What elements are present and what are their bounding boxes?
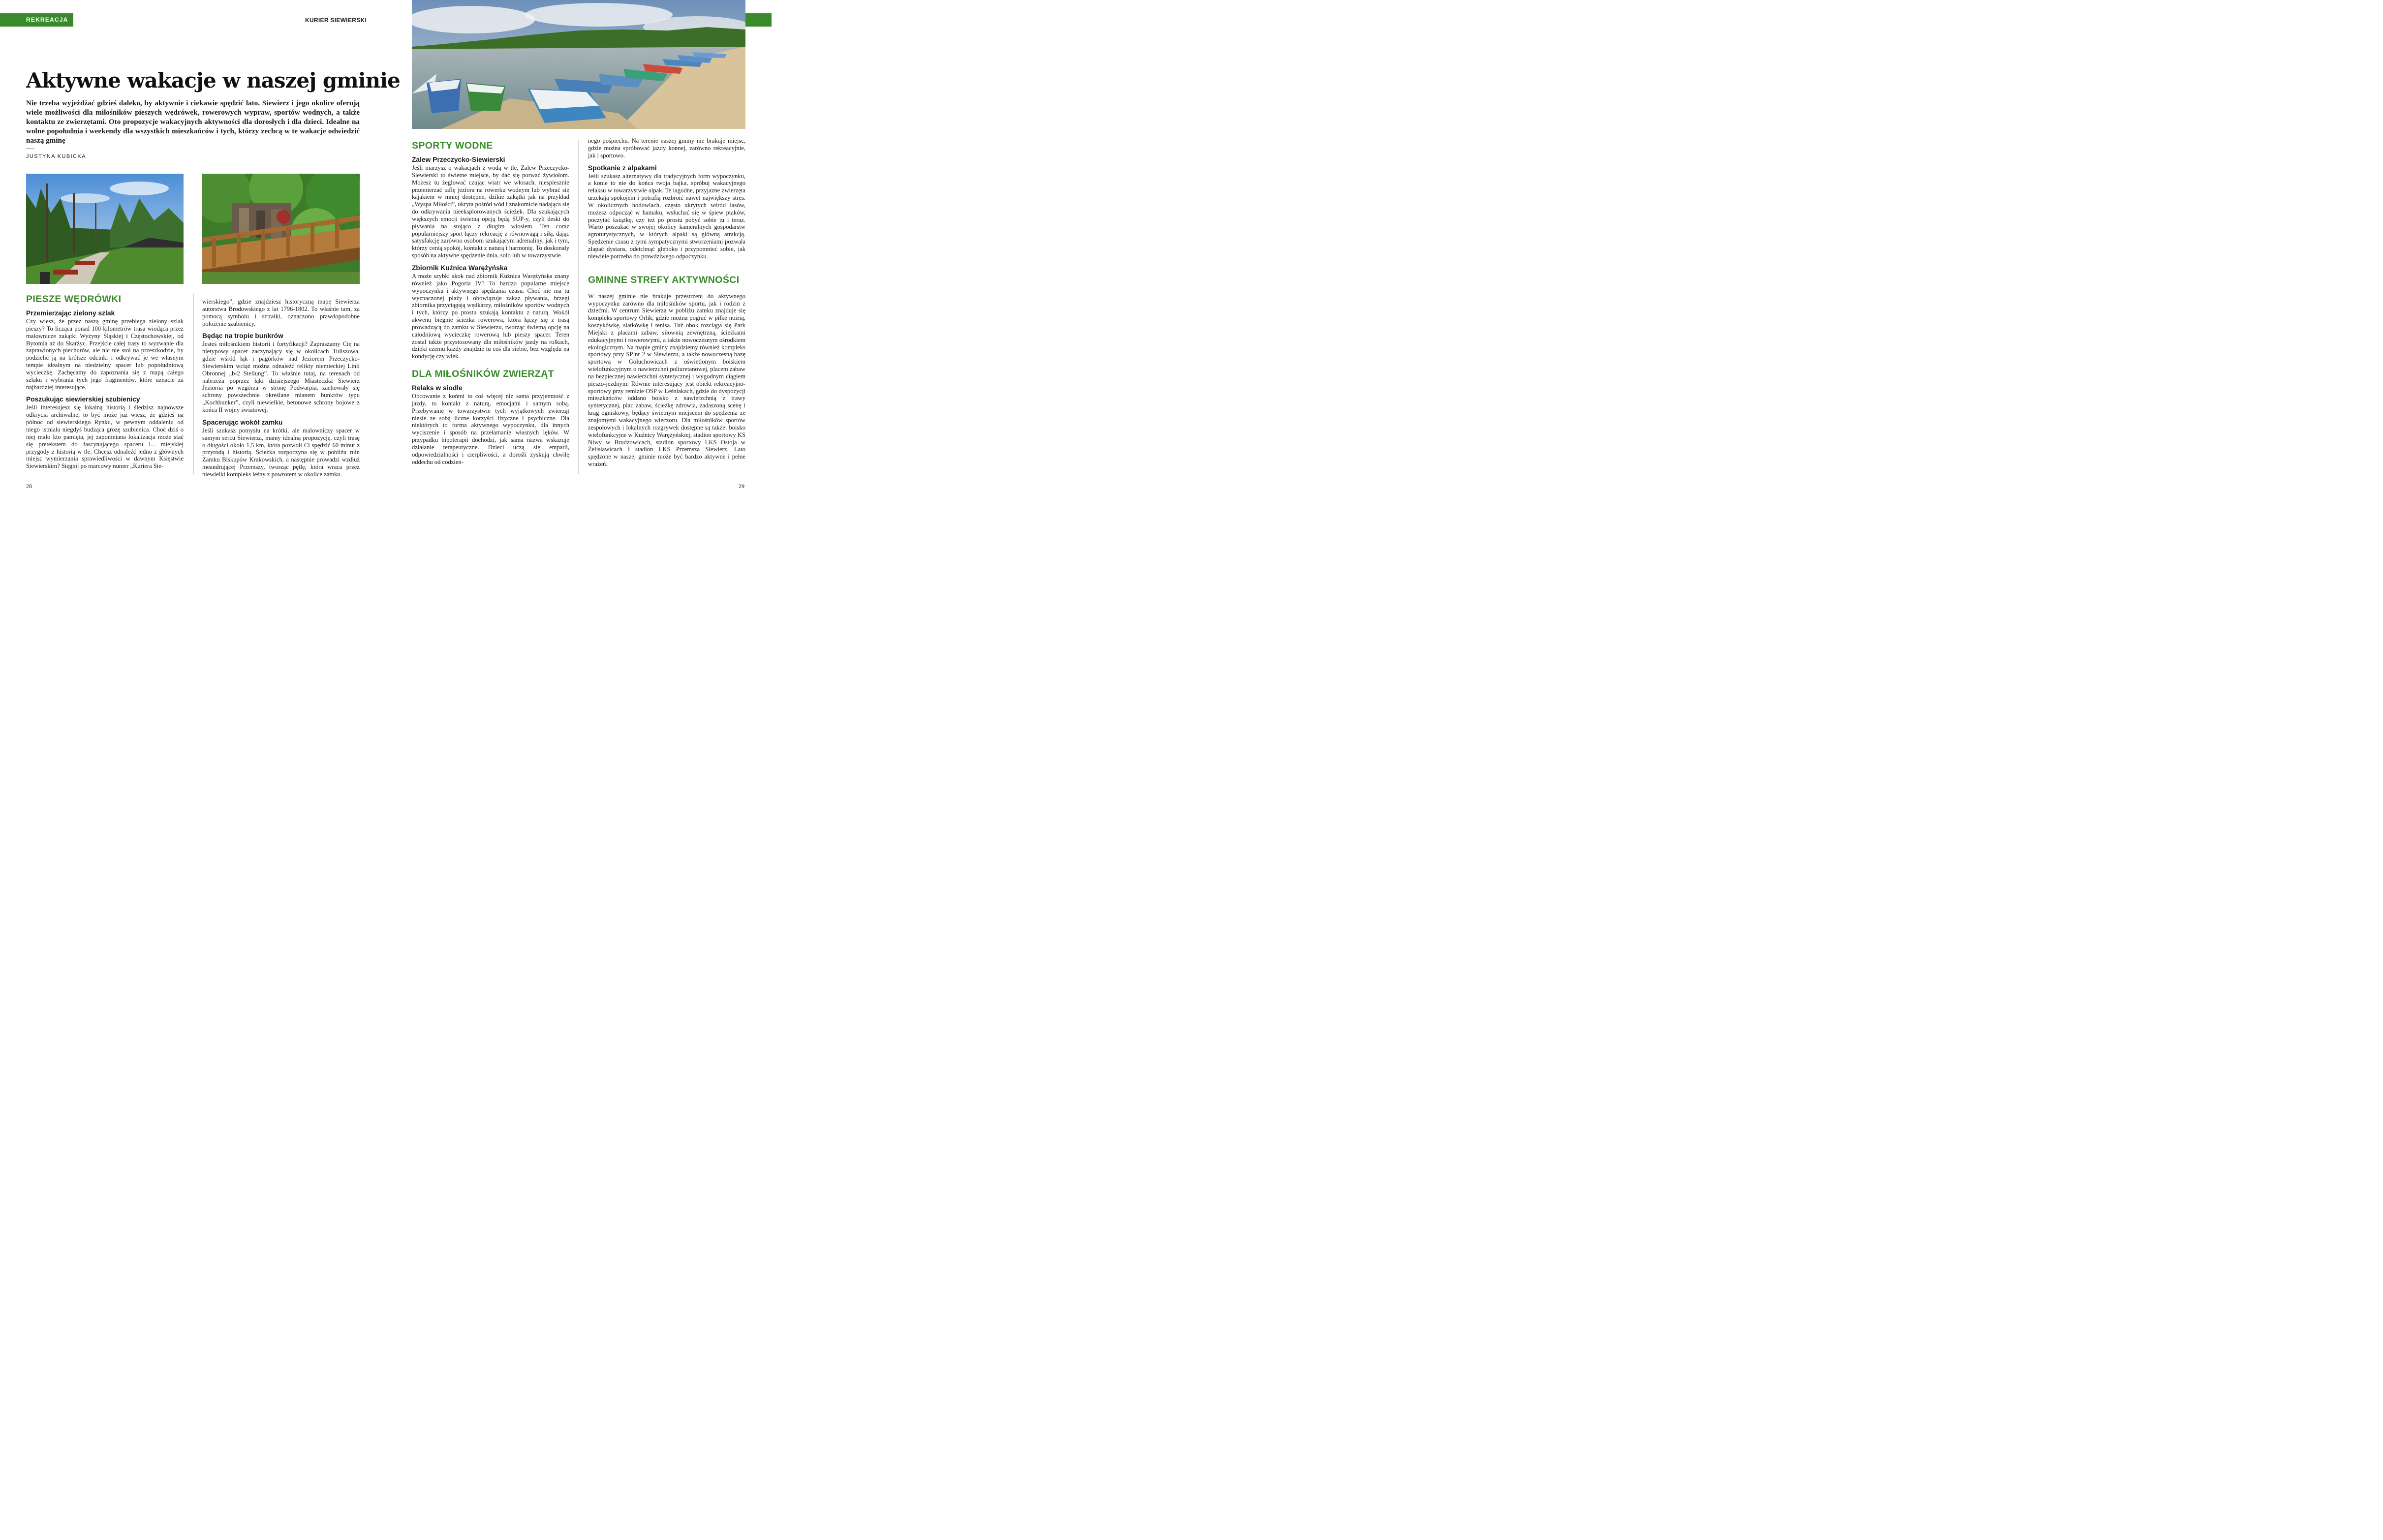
subheading-zamek: Spacerując wokół zamku xyxy=(202,418,283,426)
subheading-zielony-szlak: Przemierzając zielony szlak xyxy=(26,309,115,317)
article-lead: Nie trzeba wyjeżdżać gdzieś daleko, by aktywnie i ciekawie spędzić lato. Siewierz i jego okolice oferują wiele możliwości dla miłośników pieszych wędrówek, rowerowych wypraw, sportów wodnych, a także kontaktu ze zwierzętami. Oto propozycje wakacyjnych aktywności dla dorosłych i dla dzieci. Idealne na wolne popołudnia i weekendy dla wszystkich mieszkańców i tych, którzy zechcą w te wakacje odwiedzić naszą gminę xyxy=(26,99,360,145)
magazine-name: KURIER SIEWIERSKI xyxy=(305,17,367,24)
page-number-right: 29 xyxy=(739,483,744,490)
section-heading-zwierzeta: DLA MIŁOŚNIKÓW ZWIERZĄT xyxy=(412,369,555,380)
paragraph-zalew: Jeśli marzysz o wakacjach z wodą w tle, Zalew Przeczycko-Siewierski to świetne miejsce, by dać się porwać żywiołom. Możesz tu żeglować czując wiatr we włosach, niespiesznie przemierzać taflę jeziora na rowerku wodnym lub wybrać się kajakiem w mniej dostępne, dzikie zakątki jak na przykład „Wyspa Miłości”, ukryta pośród wód i znakomicie nadająca się do odkrywania nieeksplorowanych ścieżek. Dla szukających większych emocji świetną opcją będą SUP-y, czyli deski do pływania na stojąco z długim wiosłem. Ten coraz popularniejszy sport łączy rekreację z równowagą i siłą, dając satysfakcję zarówno osobom szukającym adrenaliny, jak i tym, którzy cenią spokój, kontakt z naturą i harmonię. To doskonały sposób na aktywne spędzenie dnia, solo lub w towarzystwie. xyxy=(412,164,569,259)
column-3 xyxy=(412,140,569,466)
photo-park-path xyxy=(26,174,184,284)
paragraph-alpaki: Jeśli szukasz alternatywy dla tradycyjnych form wypoczynku, a konie to nie do końca twoja bajka, spróbuj wakacyjnego relaksu w towarzystwie alpak. Te łagodne, przyjazne zwierzęta urzekają spokojem i potrafią rozbroić nawet największy stres. W okolicznych hodowlach, często ukrytych wśród lasów, możesz odpocząć w hamaku, wsłuchać się w śpiew ptaków, poczytać książkę, czy też po prostu pobyć sobie tu i teraz. Warto poszukać w swojej okolicy kameralnych gospodarstw agroturystycznych, w których alpaki są główną atrakcją. Spędzenie czasu z tymi sympatycznymi stworzeniami pozwala złapać dystans, odetchnąć głęboko i przypomnieć sobie, jak niewiele potrzeba do prawdziwego odpoczynku. xyxy=(588,172,745,260)
subheading-siodlo: Relaks w siodle xyxy=(412,384,463,392)
column-1 xyxy=(26,293,184,470)
subheading-zalew: Zalew Przeczycko-Siewierski xyxy=(412,156,505,163)
subheading-kuznica: Zbiornik Kuźnica Warężyńska xyxy=(412,264,508,272)
paragraph-zamek: Jeśli szukasz pomysłu na krótki, ale malowniczy spacer w samym sercu Siewierza, mamy idealną propozycję, czyli trasę o długości około 1,5 km, która pozwoli Ci spędzić 60 minut z przyrodą i historią. Ścieżka rozpoczyna się w pobliżu ruin Zamku Biskupów Krakowskich, a następnie prowadzi wzdłuż meandrującej Przemszy, tworząc pętlę, która wraca przez niewielki kompleks leśny z powrotem w okolice zamku. xyxy=(202,427,360,478)
article-title: Aktywne wakacje w naszej gminie xyxy=(26,68,400,92)
column-2 xyxy=(202,298,360,478)
subheading-alpaki: Spotkanie z alpakami xyxy=(588,164,657,172)
page-number-left: 28 xyxy=(26,483,32,490)
subheading-bunkry: Będąc na tropie bunkrów xyxy=(202,332,283,340)
paragraph-zielony-szlak: Czy wiesz, że przez naszą gminę przebiega zielony szlak pieszy? To licząca ponad 100 kilometrów trasa wiodąca przez malownicze zakątki Wyżyny Śląskiej i Częstochowskiej, od Bytomia aż do Skarżyc. Przejście całej trasy to wyzwanie dla zaprawionych piechurów, ale nic nie stoi na przeszkodzie, by podzielić ją na krótsze odcinki i odkrywać je we własnym tempie idealnym na niedzielny spacer lub popołudniową wycieczkę. Zachęcamy do zapoznania się z mapą całego szlaku i wybrania tych jego fragmentów, które uznacie za najbardziej interesujące. xyxy=(26,318,184,391)
section-tag-left: REKREACJA xyxy=(0,13,73,27)
section-heading-piesze: PIESZE WĘDRÓWKI xyxy=(26,294,122,305)
photo-lake-boats xyxy=(412,0,745,129)
paragraph-siodlo-cont: nego pośpiechu. Na terenie naszej gminy nie brakuje miejsc, gdzie można spróbować jazdy konnej, zarówno rekreacyjnie, jak i sportowo. xyxy=(588,137,745,159)
paragraph-szubienica-cont: wierskiego”, gdzie znajdziesz historyczną mapę Siewierza autorstwa Brodowskiego z lat 1796-1802. To właśnie tam, za pomocą symbolu i strzałki, oznaczono prawdopodobne położenie szubienicy. xyxy=(202,298,360,327)
section-heading-strefy: GMINNE STREFY AKTYWNOŚCI xyxy=(588,274,740,285)
column-4 xyxy=(588,137,745,468)
article-author: JUSTYNA KUBICKA xyxy=(26,154,86,159)
paragraph-bunkry: Jesteś miłośnikiem historii i fortyfikacji? Zapraszamy Cię na nietypowy spacer zaczynający się w okolicach Tuliszowa, gdzie wśród łąk i pagórków nad Jeziorem Przeczycko-Siewierskim wciąż można odnaleźć relikty niemieckiej Linii Obronnej „b-2 Stellung”. To właśnie tutaj, na terenach od nabrzeża poprzez łąki dzisiejszego Miasteczka Siewierz Jeziorna po wzgórza w stronę Podwarpia, zachowały się schrony powszechnie określane mianem bunkrów typu „Kochbunker”, czyli niewielkie, betonowe schrony bojowe z końca II wojny światowej. xyxy=(202,340,360,413)
subheading-szubienica: Poszukując siewierskiej szubienicy xyxy=(26,396,140,403)
photo-bridge-reenactment xyxy=(202,174,360,284)
paragraph-strefy: W naszej gminie nie brakuje przestrzeni do aktywnego wypoczynku zarówno dla miłośników sportu, jak i rodzin z dziećmi. W centrum Siewierza w pobliżu zamku znajduje się kompleks sportowy Orlik, gdzie można pograć w piłkę nożną, koszykówkę, siatkówkę i tenisa. Tuż obok rozciąga się Park Miejski z placami zabaw, siłownią zewnętrzną, ścieżkami edukacyjnymi i rowerowymi, a także nowoczesnym ośrodkiem ekologicznym. Na mapie gminy znajdziemy również kompleks sportowy przy SP nr 2 w Siewierzu, a także nowoczesną bazę sportową w Gołuchowicach z oświetlonym boiskiem wielofunkcyjnym o nawierzchni poliuretanowej, placem zabaw na bezpiecznej nawierzchni syntetycznej i wygodnym ciągiem pieszo-jezdnym. Równie interesujący jest obiekt rekreacyjno-sportowy przy remizie OSP w Leśniakach, gdzie do dyspozycji mieszkańców oddano boisko z nawierzchnią z trawy syntetycznej, plac zabaw, ścieżkę zdrowia, zadaszoną scenę i krąg ogniskowy, będący świetnym miejscem do spędzenia ze znajomymi wakacyjnego wieczoru. Dla miłośników sportów zespołowych i lokalnych rozgrywek dostępne są także: boisko wielofunkcyjne w Kuźnicy Warężyńskiej, stadion sportowy KS Niwy w Brudzowicach, stadion sportowy LKS Ostoja w Żelisławicach i stadion LKS Przemsza Siewierz. Lato spędzone w naszej gminie może być bardzo aktywne i pełne wrażeń. xyxy=(588,292,745,468)
paragraph-szubienica: Jeśli interesujesz się lokalną historią i śledzisz najnowsze odkrycia archiwalne, to być może już wiesz, że gdzieś na północ od siewierskiego Rynku, w pewnym oddaleniu od niego istniała niegdyś budząca grozę szubienica. Choć dziś o niej mało kto pamięta, jej zapomniana lokalizacja może stać się pretekstem do fascynującego spaceru i... miejskiej przygody z historią w tle. Chcesz odnaleźć jedno z głównych miejsc wymierzania sprawiedliwości w dawnym Księstwie Siewierskim? Sięgnij po marcowy numer „Kuriera Sie- xyxy=(26,404,184,470)
paragraph-siodlo: Obcowanie z końmi to coś więcej niż sama przyjemność z jazdy, to kontakt z naturą, emocjami i samym sobą. Przebywanie w towarzystwie tych wyjątkowych zwierząt niesie ze sobą liczne korzyści fizyczne i psychiczne. Dla niektórych to forma aktywnego wypoczynku, dla innych wyciszenie i sposób na przełamanie własnych lęków. W przypadku hipoterapii dochodzi, jak sama nazwa wskazuje działanie terapeutyczne. Dzieci uczą się empatii, odpowiedzialności i cierpliwości, a dorośli zyskują chwilę oddechu od codzien- xyxy=(412,393,569,465)
paragraph-kuznica: A może szybki skok nad zbiornik Kuźnica Warężyńska znany również jako Pogoria IV? To bardzo popularne miejsce wypoczynku i aktywnego spędzania czasu. Choć nie ma tu wyznaczonej plaży i obowiązuje zakaz pływania, brzegi zbiornika przyciągają wędkarzy, miłośników sportów wodnych i tych, którzy po prostu szukają kontaktu z naturą. Wokół akwenu biegnie ścieżka rowerowa, która łączy się z trasą prowadzącą do zamku w Siewierzu, tworząc świetną opcję na całodniową wycieczkę rowerową lub pieszy spacer. Teren został także przystosowany dla miłośników jazdy na rolkach, dzięki czemu każdy znajdzie tu coś dla siebie, bez względu na kondycję czy wiek. xyxy=(412,272,569,360)
section-heading-sporty-wodne: SPORTY WODNE xyxy=(412,140,493,151)
